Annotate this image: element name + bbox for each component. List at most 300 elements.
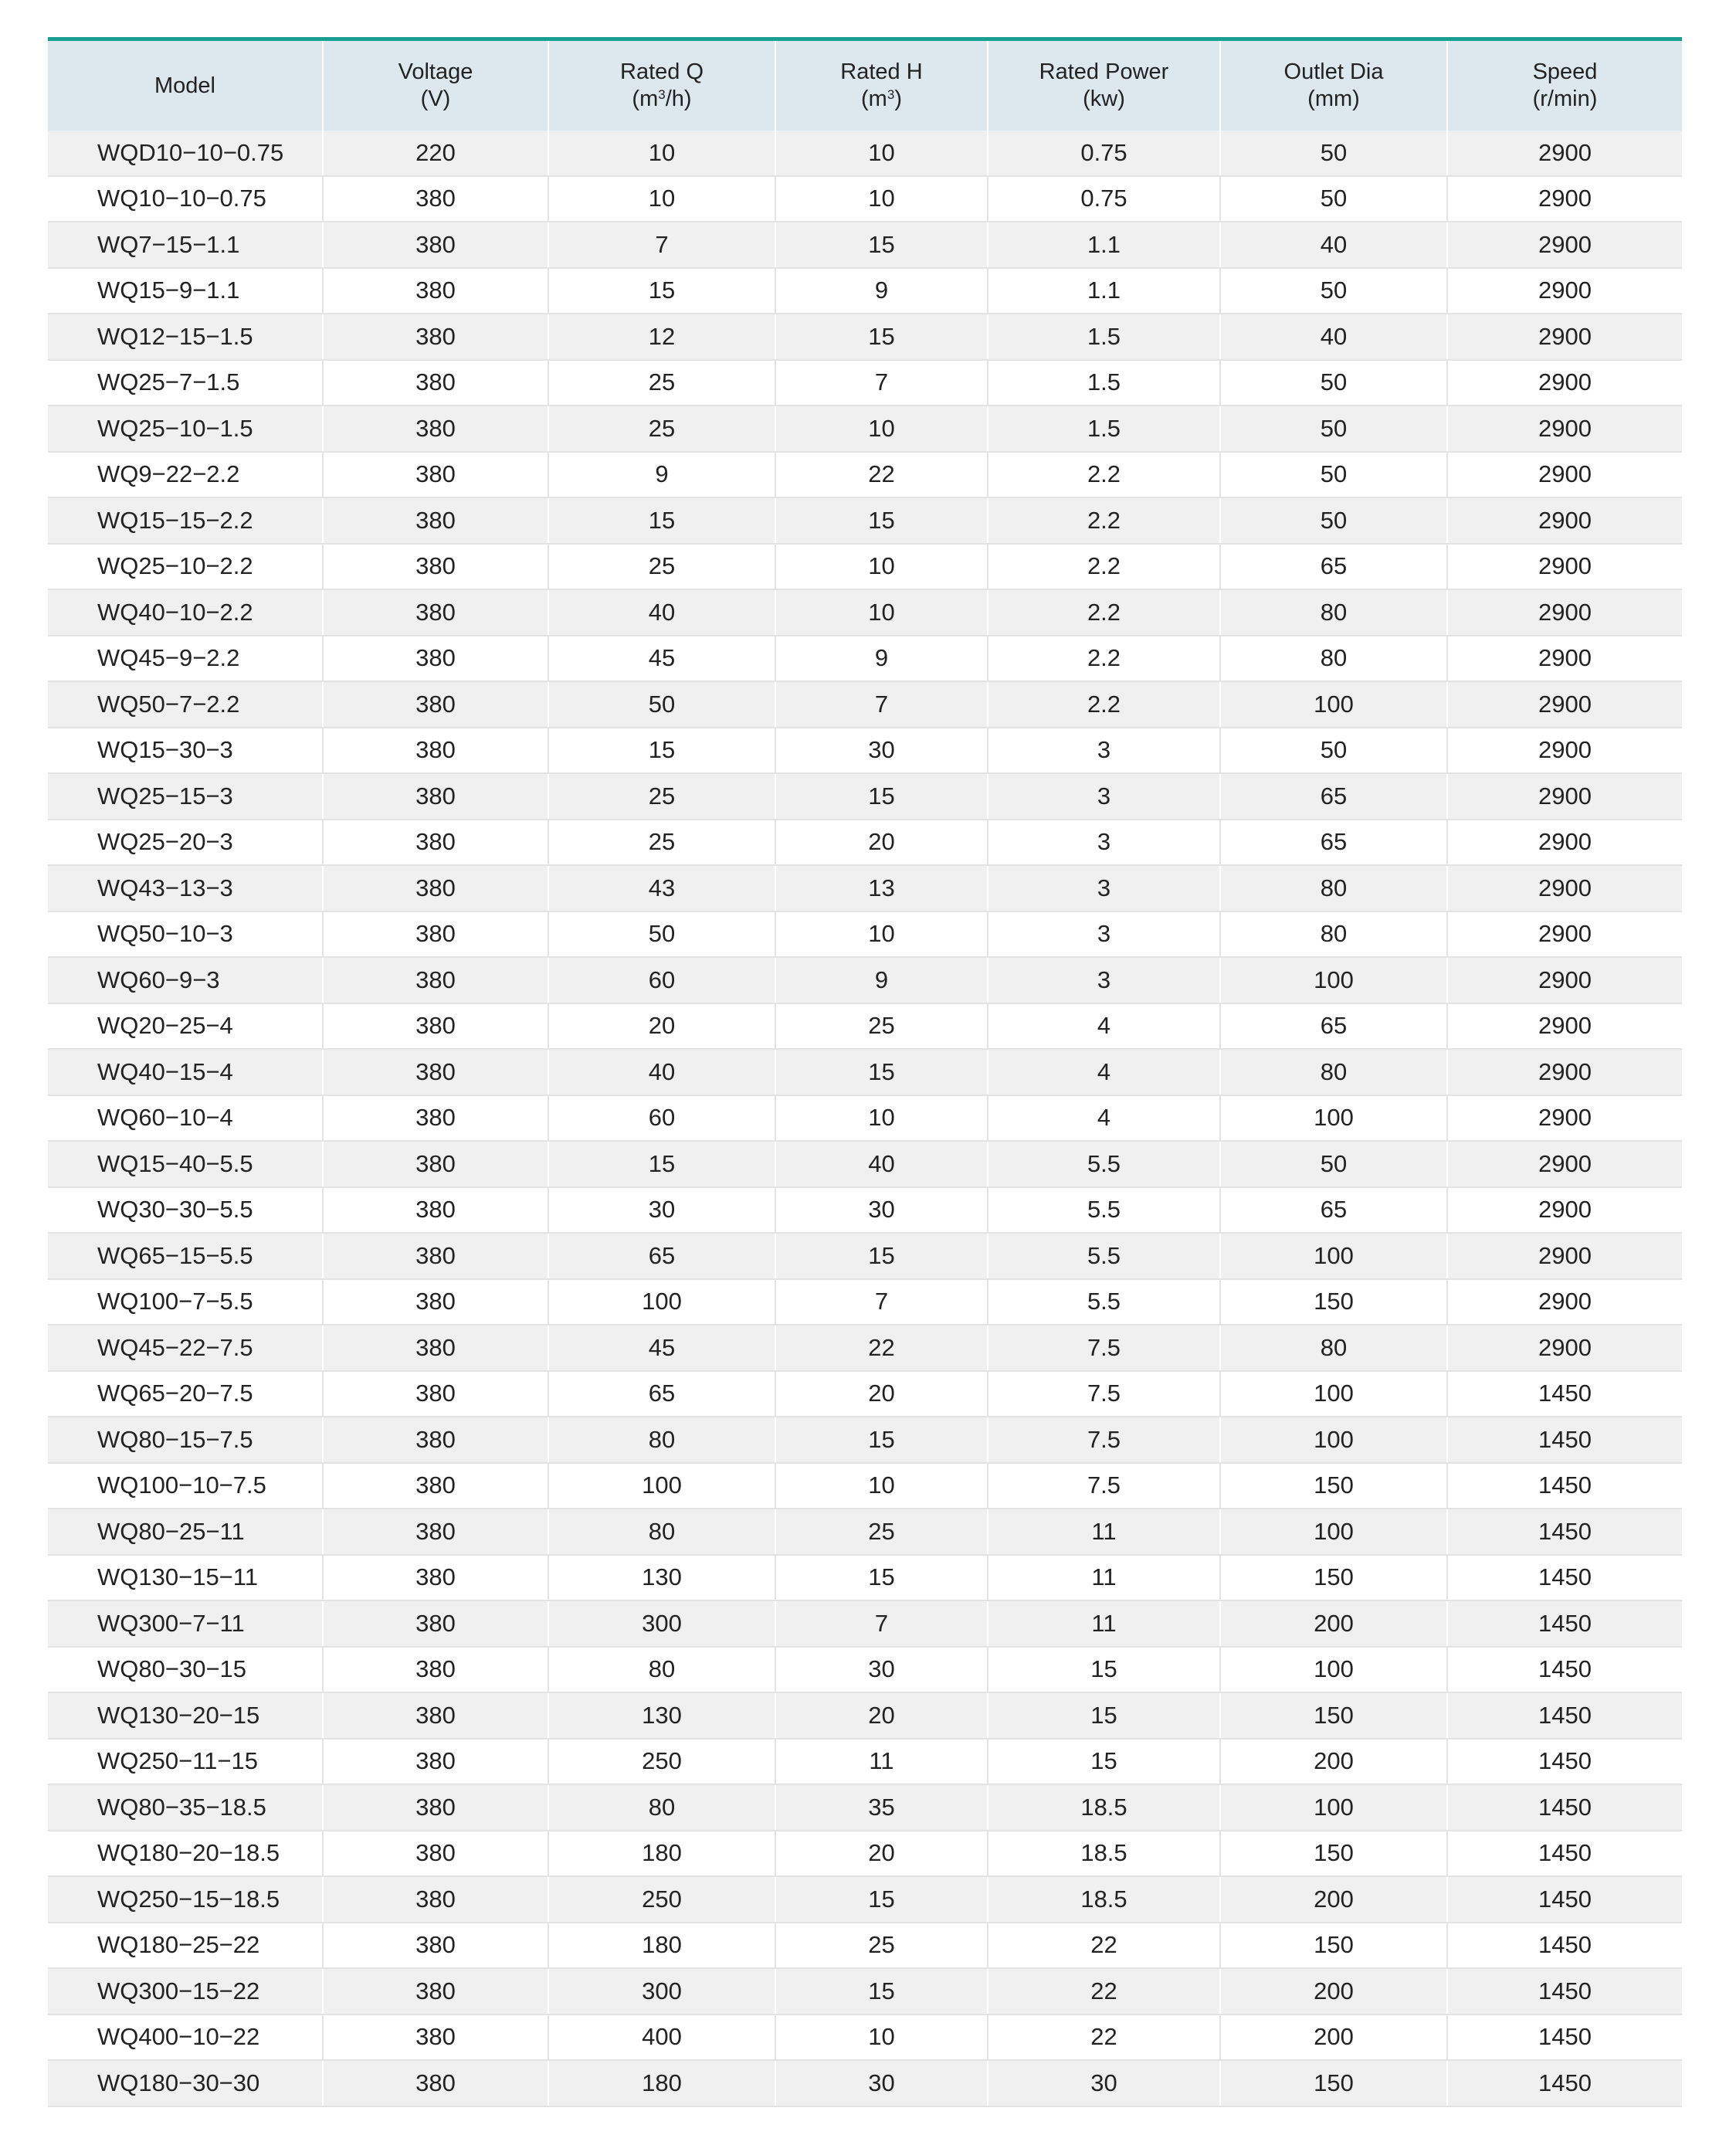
cell-speed: 1450 [1447, 1968, 1682, 2015]
cell-speed: 2900 [1447, 1141, 1682, 1187]
cell-speed: 2900 [1447, 589, 1682, 636]
cell-outlet-dia: 150 [1220, 1692, 1447, 1739]
cell-rated-power: 1.5 [988, 406, 1220, 452]
cell-voltage: 380 [323, 544, 548, 590]
cell-rated-q: 15 [548, 268, 775, 314]
cell-rated-q: 45 [548, 636, 775, 682]
cell-model: WQ300−7−11 [48, 1600, 323, 1647]
cell-rated-power: 3 [988, 773, 1220, 820]
cell-rated-power: 3 [988, 728, 1220, 774]
header-row [48, 41, 1682, 131]
table-row [48, 1003, 1682, 1050]
cell-speed: 2900 [1447, 957, 1682, 1003]
cell-speed: 1450 [1447, 2060, 1682, 2106]
cell-model: WQ80−15−7.5 [48, 1417, 323, 1463]
cell-outlet-dia: 150 [1220, 1279, 1447, 1325]
cell-model: WQ180−25−22 [48, 1923, 323, 1969]
header-voltage [323, 41, 548, 131]
cell-rated-q: 50 [548, 911, 775, 958]
cell-model: WQ20−25−4 [48, 1003, 323, 1050]
cell-rated-power: 22 [988, 1923, 1220, 1969]
cell-voltage: 380 [323, 1279, 548, 1325]
cell-voltage: 380 [323, 728, 548, 774]
table-row [48, 1600, 1682, 1647]
cell-rated-q: 65 [548, 1233, 775, 1279]
cell-speed: 2900 [1447, 728, 1682, 774]
cell-rated-power: 3 [988, 911, 1220, 958]
cell-outlet-dia: 50 [1220, 452, 1447, 498]
cell-outlet-dia: 100 [1220, 681, 1447, 728]
cell-speed: 2900 [1447, 544, 1682, 590]
cell-rated-q: 80 [548, 1509, 775, 1555]
cell-model: WQ10−10−0.75 [48, 176, 323, 222]
cell-model: WQ40−10−2.2 [48, 589, 323, 636]
cell-rated-q: 25 [548, 360, 775, 406]
cell-rated-q: 60 [548, 957, 775, 1003]
table-row [48, 1692, 1682, 1739]
cell-model: WQ100−7−5.5 [48, 1279, 323, 1325]
cell-outlet-dia: 40 [1220, 314, 1447, 360]
table-row [48, 314, 1682, 360]
cell-rated-power: 3 [988, 865, 1220, 911]
cell-outlet-dia: 100 [1220, 957, 1447, 1003]
cell-speed: 1450 [1447, 1600, 1682, 1647]
cell-rated-q: 7 [548, 222, 775, 268]
header-rated-q-unit: $(m^3/h)$ [632, 87, 692, 111]
cell-rated-q: 130 [548, 1555, 775, 1601]
cell-rated-power: 1.1 [988, 222, 1220, 268]
cell-voltage: 380 [323, 1968, 548, 2015]
table-row [48, 1049, 1682, 1095]
cell-rated-h: 10 [775, 406, 988, 452]
cell-outlet-dia: 80 [1220, 636, 1447, 682]
cell-voltage: 380 [323, 2060, 548, 2106]
cell-outlet-dia: 150 [1220, 1923, 1447, 1969]
cell-rated-h: 15 [775, 314, 988, 360]
table-row [48, 2060, 1682, 2106]
cell-voltage: 380 [323, 1187, 548, 1234]
cell-rated-power: 7.5 [988, 1463, 1220, 1509]
table-row [48, 406, 1682, 452]
cell-speed: 1450 [1447, 1647, 1682, 1693]
cell-rated-power: 1.1 [988, 268, 1220, 314]
cell-voltage: 380 [323, 1233, 548, 1279]
cell-rated-power: 2.2 [988, 636, 1220, 682]
cell-voltage: 380 [323, 1049, 548, 1095]
cell-rated-q: 180 [548, 1923, 775, 1969]
cell-model: WQ15−30−3 [48, 728, 323, 774]
cell-model: WQ65−15−5.5 [48, 1233, 323, 1279]
cell-rated-power: 22 [988, 1968, 1220, 2015]
cell-rated-q: 180 [548, 2060, 775, 2106]
cell-rated-power: 0.75 [988, 131, 1220, 176]
cell-model: WQ60−10−4 [48, 1095, 323, 1142]
cell-rated-q: 25 [548, 544, 775, 590]
cell-rated-q: 10 [548, 131, 775, 176]
cell-model: WQ180−20−18.5 [48, 1831, 323, 1877]
cell-rated-power: 1.5 [988, 314, 1220, 360]
cell-voltage: 220 [323, 131, 548, 176]
table-row [48, 131, 1682, 176]
cell-speed: 2900 [1447, 681, 1682, 728]
cell-rated-q: 25 [548, 406, 775, 452]
cell-outlet-dia: 50 [1220, 268, 1447, 314]
cell-voltage: 380 [323, 1003, 548, 1050]
cell-speed: 1450 [1447, 1417, 1682, 1463]
cell-rated-h: 30 [775, 2060, 988, 2106]
table-row [48, 1325, 1682, 1371]
cell-rated-h: 10 [775, 131, 988, 176]
cell-rated-q: 10 [548, 176, 775, 222]
pump-spec-table [48, 41, 1682, 2107]
table-row [48, 2015, 1682, 2061]
cell-model: WQ25−7−1.5 [48, 360, 323, 406]
table-row [48, 360, 1682, 406]
cell-rated-power: 1.5 [988, 360, 1220, 406]
cell-rated-power: 7.5 [988, 1371, 1220, 1417]
cell-voltage: 380 [323, 1463, 548, 1509]
table-row [48, 1831, 1682, 1877]
cell-rated-power: 30 [988, 2060, 1220, 2106]
cell-model: WQ9−22−2.2 [48, 452, 323, 498]
table-row [48, 1417, 1682, 1463]
cell-speed: 1450 [1447, 1555, 1682, 1601]
table-row [48, 1923, 1682, 1969]
cell-voltage: 380 [323, 176, 548, 222]
cell-voltage: 380 [323, 1647, 548, 1693]
cell-model: WQ30−30−5.5 [48, 1187, 323, 1234]
cell-rated-power: 3 [988, 820, 1220, 866]
cell-rated-h: 11 [775, 1739, 988, 1785]
cell-rated-power: 0.75 [988, 176, 1220, 222]
cell-rated-h: 22 [775, 452, 988, 498]
cell-model: WQ12−15−1.5 [48, 314, 323, 360]
cell-outlet-dia: 150 [1220, 2060, 1447, 2106]
header-rated-h-unit: $(m^3)$ [861, 87, 902, 111]
cell-rated-power: 11 [988, 1555, 1220, 1601]
cell-model: WQ43−13−3 [48, 865, 323, 911]
cell-outlet-dia: 50 [1220, 728, 1447, 774]
cell-speed: 2900 [1447, 452, 1682, 498]
cell-speed: 2900 [1447, 1049, 1682, 1095]
cell-model: WQD10−10−0.75 [48, 131, 323, 176]
cell-voltage: 380 [323, 1600, 548, 1647]
cell-speed: 1450 [1447, 1739, 1682, 1785]
cell-rated-power: 7.5 [988, 1325, 1220, 1371]
cell-outlet-dia: 65 [1220, 1187, 1447, 1234]
cell-outlet-dia: 200 [1220, 1739, 1447, 1785]
cell-rated-power: 2.2 [988, 452, 1220, 498]
header-model-label: Model [154, 73, 215, 98]
cell-rated-power: 4 [988, 1095, 1220, 1142]
cell-voltage: 380 [323, 957, 548, 1003]
cell-outlet-dia: 50 [1220, 406, 1447, 452]
cell-voltage: 380 [323, 1555, 548, 1601]
cell-rated-q: 130 [548, 1692, 775, 1739]
cell-rated-h: 7 [775, 681, 988, 728]
cell-rated-q: 15 [548, 497, 775, 544]
cell-speed: 2900 [1447, 406, 1682, 452]
cell-voltage: 380 [323, 1784, 548, 1831]
table-row [48, 452, 1682, 498]
cell-speed: 2900 [1447, 222, 1682, 268]
cell-model: WQ25−10−2.2 [48, 544, 323, 590]
table-row [48, 544, 1682, 590]
cell-rated-h: 10 [775, 176, 988, 222]
cell-speed: 2900 [1447, 1233, 1682, 1279]
cell-model: WQ65−20−7.5 [48, 1371, 323, 1417]
cell-outlet-dia: 200 [1220, 1968, 1447, 2015]
cell-voltage: 380 [323, 222, 548, 268]
cell-voltage: 380 [323, 1095, 548, 1142]
cell-rated-power: 15 [988, 1692, 1220, 1739]
cell-rated-h: 25 [775, 1509, 988, 1555]
cell-rated-q: 400 [548, 2015, 775, 2061]
header-rated-power [988, 41, 1220, 131]
cell-outlet-dia: 80 [1220, 1049, 1447, 1095]
cell-rated-power: 2.2 [988, 497, 1220, 544]
table-header [48, 41, 1682, 131]
cell-voltage: 380 [323, 406, 548, 452]
cell-rated-power: 15 [988, 1739, 1220, 1785]
table-row [48, 911, 1682, 958]
cell-rated-power: 5.5 [988, 1279, 1220, 1325]
cell-rated-h: 15 [775, 1233, 988, 1279]
cell-voltage: 380 [323, 773, 548, 820]
table-row [48, 1739, 1682, 1785]
cell-voltage: 380 [323, 2015, 548, 2061]
cell-rated-power: 5.5 [988, 1233, 1220, 1279]
cell-rated-h: 20 [775, 1371, 988, 1417]
cell-speed: 2900 [1447, 360, 1682, 406]
cell-outlet-dia: 80 [1220, 911, 1447, 958]
cell-model: WQ25−20−3 [48, 820, 323, 866]
cell-voltage: 380 [323, 911, 548, 958]
cell-voltage: 380 [323, 1509, 548, 1555]
cell-rated-h: 7 [775, 1279, 988, 1325]
cell-model: WQ40−15−4 [48, 1049, 323, 1095]
cell-speed: 1450 [1447, 1463, 1682, 1509]
cell-rated-h: 22 [775, 1325, 988, 1371]
cell-model: WQ300−15−22 [48, 1968, 323, 2015]
table-row [48, 497, 1682, 544]
cell-speed: 2900 [1447, 1325, 1682, 1371]
header-outlet-dia-unit: (mm) [1307, 87, 1360, 111]
cell-voltage: 380 [323, 268, 548, 314]
cell-outlet-dia: 65 [1220, 820, 1447, 866]
cell-model: WQ80−25−11 [48, 1509, 323, 1555]
cell-outlet-dia: 100 [1220, 1509, 1447, 1555]
cell-rated-h: 15 [775, 1049, 988, 1095]
table-row [48, 1509, 1682, 1555]
cell-rated-power: 7.5 [988, 1417, 1220, 1463]
table-row [48, 1095, 1682, 1142]
header-rated-q [548, 41, 775, 131]
cell-speed: 2900 [1447, 1095, 1682, 1142]
cell-outlet-dia: 100 [1220, 1233, 1447, 1279]
cell-rated-power: 2.2 [988, 544, 1220, 590]
cell-rated-q: 43 [548, 865, 775, 911]
cell-speed: 1450 [1447, 1784, 1682, 1831]
table-row [48, 1233, 1682, 1279]
cell-rated-h: 10 [775, 1463, 988, 1509]
cell-speed: 2900 [1447, 911, 1682, 958]
table-body [48, 131, 1682, 2106]
cell-rated-power: 18.5 [988, 1876, 1220, 1923]
header-speed [1447, 41, 1682, 131]
cell-voltage: 380 [323, 1417, 548, 1463]
cell-rated-q: 30 [548, 1187, 775, 1234]
cell-rated-q: 100 [548, 1279, 775, 1325]
cell-speed: 2900 [1447, 773, 1682, 820]
table-row [48, 1647, 1682, 1693]
table-row [48, 728, 1682, 774]
cell-rated-h: 9 [775, 268, 988, 314]
header-model [48, 41, 323, 131]
cell-rated-h: 10 [775, 1095, 988, 1142]
cell-outlet-dia: 40 [1220, 222, 1447, 268]
cell-outlet-dia: 100 [1220, 1784, 1447, 1831]
cell-voltage: 380 [323, 1831, 548, 1877]
cell-rated-h: 25 [775, 1923, 988, 1969]
cell-speed: 2900 [1447, 314, 1682, 360]
cell-rated-q: 45 [548, 1325, 775, 1371]
cell-model: WQ25−10−1.5 [48, 406, 323, 452]
table-row [48, 681, 1682, 728]
cell-rated-q: 20 [548, 1003, 775, 1050]
cell-rated-h: 10 [775, 589, 988, 636]
cell-outlet-dia: 100 [1220, 1647, 1447, 1693]
cell-speed: 2900 [1447, 131, 1682, 176]
cell-model: WQ15−9−1.1 [48, 268, 323, 314]
table-row [48, 1463, 1682, 1509]
cell-rated-h: 10 [775, 2015, 988, 2061]
cell-rated-h: 25 [775, 1003, 988, 1050]
cell-model: WQ50−10−3 [48, 911, 323, 958]
cell-rated-h: 15 [775, 1876, 988, 1923]
header-rated-h [775, 41, 988, 131]
cell-rated-q: 60 [548, 1095, 775, 1142]
table-row [48, 1279, 1682, 1325]
cell-rated-h: 30 [775, 1187, 988, 1234]
cell-rated-q: 25 [548, 820, 775, 866]
table-row [48, 1371, 1682, 1417]
cell-voltage: 380 [323, 497, 548, 544]
table-row [48, 1784, 1682, 1831]
cell-voltage: 380 [323, 1923, 548, 1969]
cell-rated-power: 11 [988, 1600, 1220, 1647]
header-rated-h-label: Rated H [840, 59, 923, 84]
header-outlet-dia-label: Outlet Dia [1283, 59, 1384, 84]
cell-voltage: 380 [323, 589, 548, 636]
cell-voltage: 380 [323, 1739, 548, 1785]
cell-speed: 2900 [1447, 176, 1682, 222]
cell-model: WQ60−9−3 [48, 957, 323, 1003]
table-row [48, 268, 1682, 314]
cell-model: WQ15−40−5.5 [48, 1141, 323, 1187]
cell-rated-q: 180 [548, 1831, 775, 1877]
cell-rated-h: 35 [775, 1784, 988, 1831]
cell-model: WQ45−22−7.5 [48, 1325, 323, 1371]
cell-rated-q: 80 [548, 1417, 775, 1463]
cell-model: WQ100−10−7.5 [48, 1463, 323, 1509]
cell-model: WQ80−35−18.5 [48, 1784, 323, 1831]
cell-voltage: 380 [323, 452, 548, 498]
cell-voltage: 380 [323, 1371, 548, 1417]
cell-voltage: 380 [323, 636, 548, 682]
cell-speed: 2900 [1447, 865, 1682, 911]
cell-rated-q: 300 [548, 1968, 775, 2015]
table-row [48, 820, 1682, 866]
cell-outlet-dia: 80 [1220, 865, 1447, 911]
cell-rated-q: 15 [548, 728, 775, 774]
cell-rated-h: 20 [775, 820, 988, 866]
cell-rated-q: 300 [548, 1600, 775, 1647]
cell-rated-h: 20 [775, 1692, 988, 1739]
header-rated-q-label: Rated Q [620, 59, 704, 84]
table-row [48, 957, 1682, 1003]
cell-outlet-dia: 50 [1220, 131, 1447, 176]
cell-rated-h: 7 [775, 360, 988, 406]
cell-rated-h: 15 [775, 773, 988, 820]
cell-rated-q: 65 [548, 1371, 775, 1417]
cell-speed: 2900 [1447, 497, 1682, 544]
cell-voltage: 380 [323, 314, 548, 360]
cell-rated-power: 4 [988, 1003, 1220, 1050]
cell-model: WQ130−20−15 [48, 1692, 323, 1739]
cell-rated-h: 15 [775, 222, 988, 268]
cell-outlet-dia: 100 [1220, 1371, 1447, 1417]
cell-rated-power: 3 [988, 957, 1220, 1003]
cell-model: WQ15−15−2.2 [48, 497, 323, 544]
cell-rated-q: 12 [548, 314, 775, 360]
cell-rated-power: 2.2 [988, 681, 1220, 728]
header-voltage-unit: (V) [420, 87, 451, 111]
header-rated-power-unit: (kw) [1083, 87, 1125, 111]
cell-speed: 1450 [1447, 1923, 1682, 1969]
cell-outlet-dia: 100 [1220, 1095, 1447, 1142]
header-speed-unit: (r/min) [1532, 87, 1598, 111]
cell-rated-power: 2.2 [988, 589, 1220, 636]
cell-voltage: 380 [323, 1141, 548, 1187]
cell-voltage: 380 [323, 681, 548, 728]
cell-model: WQ80−30−15 [48, 1647, 323, 1693]
cell-model: WQ180−30−30 [48, 2060, 323, 2106]
cell-speed: 2900 [1447, 820, 1682, 866]
table-row [48, 636, 1682, 682]
cell-model: WQ250−11−15 [48, 1739, 323, 1785]
table-row [48, 1141, 1682, 1187]
cell-voltage: 380 [323, 360, 548, 406]
cell-voltage: 380 [323, 820, 548, 866]
table-row [48, 865, 1682, 911]
cell-outlet-dia: 200 [1220, 2015, 1447, 2061]
cell-rated-h: 15 [775, 1555, 988, 1601]
cell-speed: 1450 [1447, 1371, 1682, 1417]
cell-rated-h: 10 [775, 911, 988, 958]
cell-model: WQ130−15−11 [48, 1555, 323, 1601]
cell-speed: 1450 [1447, 1692, 1682, 1739]
cell-rated-h: 15 [775, 1968, 988, 2015]
cell-outlet-dia: 150 [1220, 1555, 1447, 1601]
cell-rated-power: 4 [988, 1049, 1220, 1095]
cell-rated-power: 5.5 [988, 1187, 1220, 1234]
cell-rated-q: 80 [548, 1784, 775, 1831]
cell-rated-q: 9 [548, 452, 775, 498]
cell-outlet-dia: 80 [1220, 1325, 1447, 1371]
cell-speed: 2900 [1447, 1187, 1682, 1234]
cell-model: WQ400−10−22 [48, 2015, 323, 2061]
